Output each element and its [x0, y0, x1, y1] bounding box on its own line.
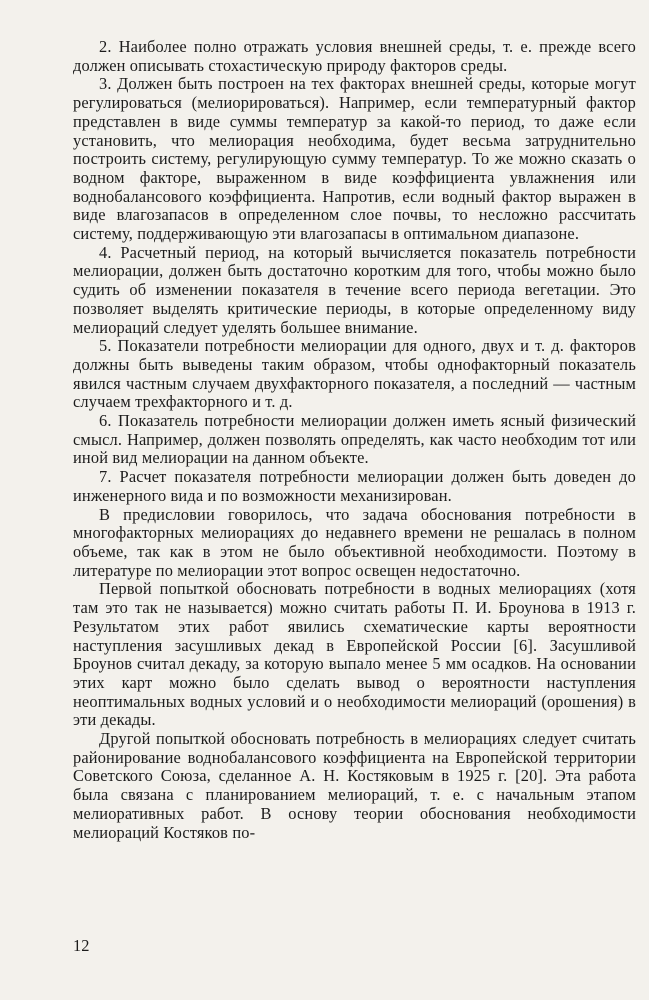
- page-number: 12: [73, 936, 90, 955]
- paragraph-item-4: 4. Расчетный период, на который вычисляется показатель потребности мелиорации, должен быть достаточно коротким для того, чтобы можно было судить об изменении показателя в течение всего периода вегетации. Это позволяет выделять критические периоды, в которые определенному виду мелиораций следует уделять большее внимание.: [73, 242, 636, 337]
- paragraph-preface-note: В предисловии говорилось, что задача обоснования потребности в многофакторных мелиорациях до недавнего времени не решалась в полном объеме, так как в этом не было объективной необходимости. Поэтому в литературе по мелиорации этот вопрос освещен недостаточно.: [73, 504, 636, 580]
- paragraph-brounov: Первой попыткой обосновать потребности в водных мелиорациях (хотя там это так не называется) можно считать работы П. И. Броунова в 1913 г. Результатом этих работ явились схематические карты вероятности наступления засушливых декад в Европейской России [6]. Засушливой Броунов считал декаду, за которую выпало менее 5 мм осадков. На основании этих карт можно было сделать вывод о вероятности наступления неоптимальных водных условий и о необходимости мелиораций (орошения) в эти декады.: [73, 579, 636, 730]
- paragraph-item-2: 2. Наиболее полно отражать условия внешней среды, т. е. прежде всего должен описывать стохастическую природу факторов среды.: [73, 37, 636, 75]
- paragraph-item-7: 7. Расчет показателя потребности мелиорации должен быть доведен до инженерного вида и по возможности механизирован.: [73, 467, 636, 505]
- paragraph-kostyakov: Другой попыткой обосновать потребность в мелиорациях следует считать районирование воднобалансового коэффициента на Европейской территории Советского Союза, сделанное А. Н. Костяковым в 1925 г. [20]. Эта работа была связана с планированием мелиораций, т. е. с начальным этапом мелиоративных работ. В основу теории обоснования необходимости мелиораций Костяков по-: [73, 729, 636, 842]
- paragraph-item-3: 3. Должен быть построен на тех факторах внешней среды, которые могут регулироваться (мелиорироваться). Например, если температурный фактор представлен в виде суммы температур за какой-то период, то даже если установить, что мелиорация необходима, будет весьма затруднительно построить систему, регулирующую сумму температур. То же можно сказать о водном факторе, выраженном в виде коэффициента увлажнения или воднобалансового коэффициента. Напротив, если водный фактор выражен в виде влагозапасов в определенном слое почвы, то несложно рассчитать систему, поддерживающую эти влагозапасы в оптимальном диапазоне.: [73, 74, 636, 244]
- paragraph-item-6: 6. Показатель потребности мелиорации должен иметь ясный физический смысл. Например, должен позволять определять, как часто необходим тот или иной вид мелиорации на данном объекте.: [73, 411, 636, 468]
- page-body: [73, 38, 636, 842]
- paragraph-item-5: 5. Показатели потребности мелиорации для одного, двух и т. д. факторов должны быть выведены таким образом, чтобы однофакторный показатель явился частным случаем двухфакторного показателя, а последний — частным случаем трехфакторного и т. д.: [73, 336, 636, 412]
